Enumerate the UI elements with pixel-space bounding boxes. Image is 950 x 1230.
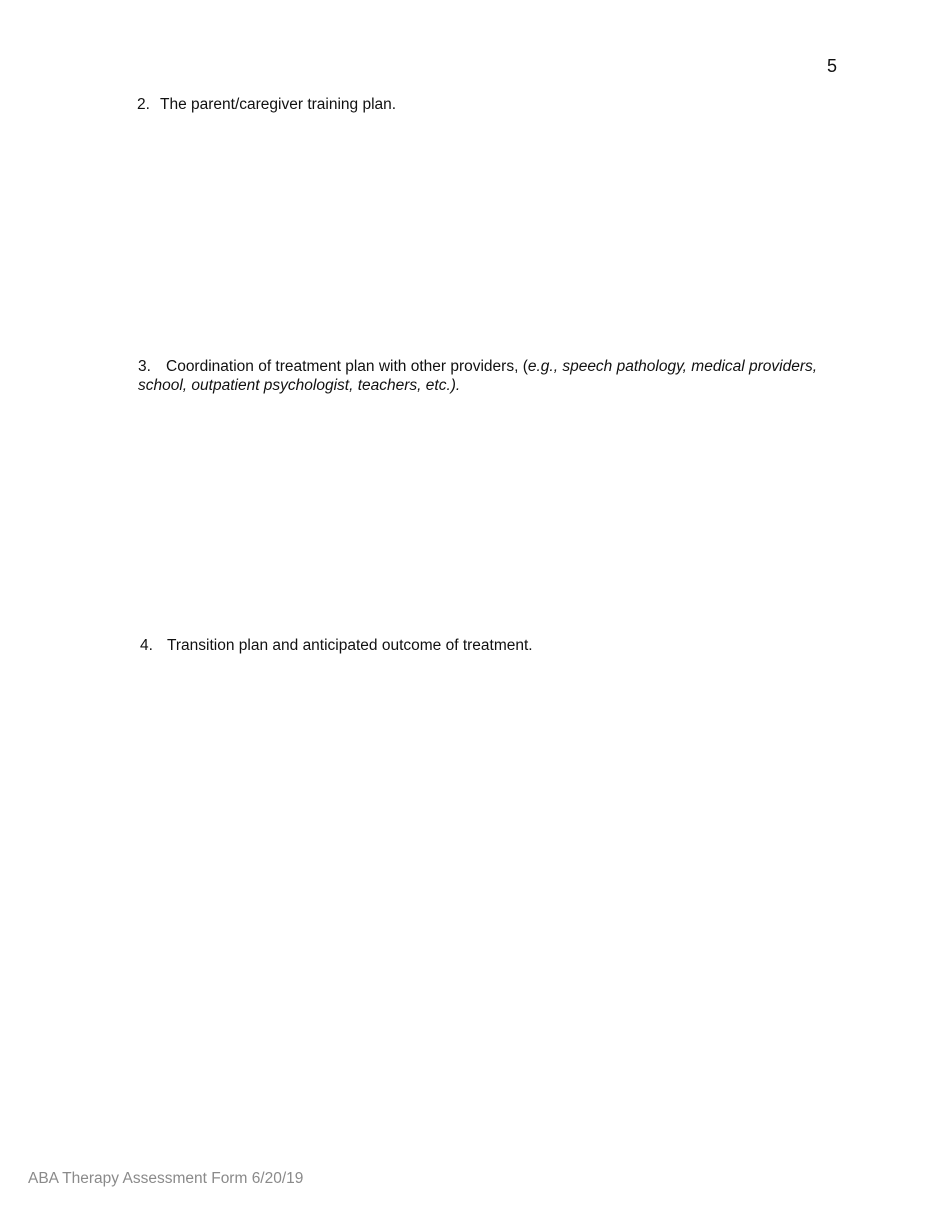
- question-examples: e.g., speech pathology, medical providers, school, outpatient psychologist, teachers, etc.).: [138, 358, 818, 394]
- question-text: Transition plan and anticipated outcome of treatment.: [167, 637, 533, 654]
- question-2: [137, 95, 396, 114]
- question-3: [138, 357, 838, 395]
- question-text: The parent/caregiver training plan.: [160, 96, 397, 113]
- question-number: 2.: [137, 96, 150, 113]
- footer-form-label: ABA Therapy Assessment Form 6/20/19: [28, 1170, 304, 1187]
- question-text: Coordination of treatment plan with other providers, (: [166, 358, 528, 375]
- question-number: 4.: [140, 637, 153, 654]
- page-number: 5: [827, 56, 838, 76]
- question-4: [140, 636, 533, 655]
- question-number: 3.: [138, 358, 151, 375]
